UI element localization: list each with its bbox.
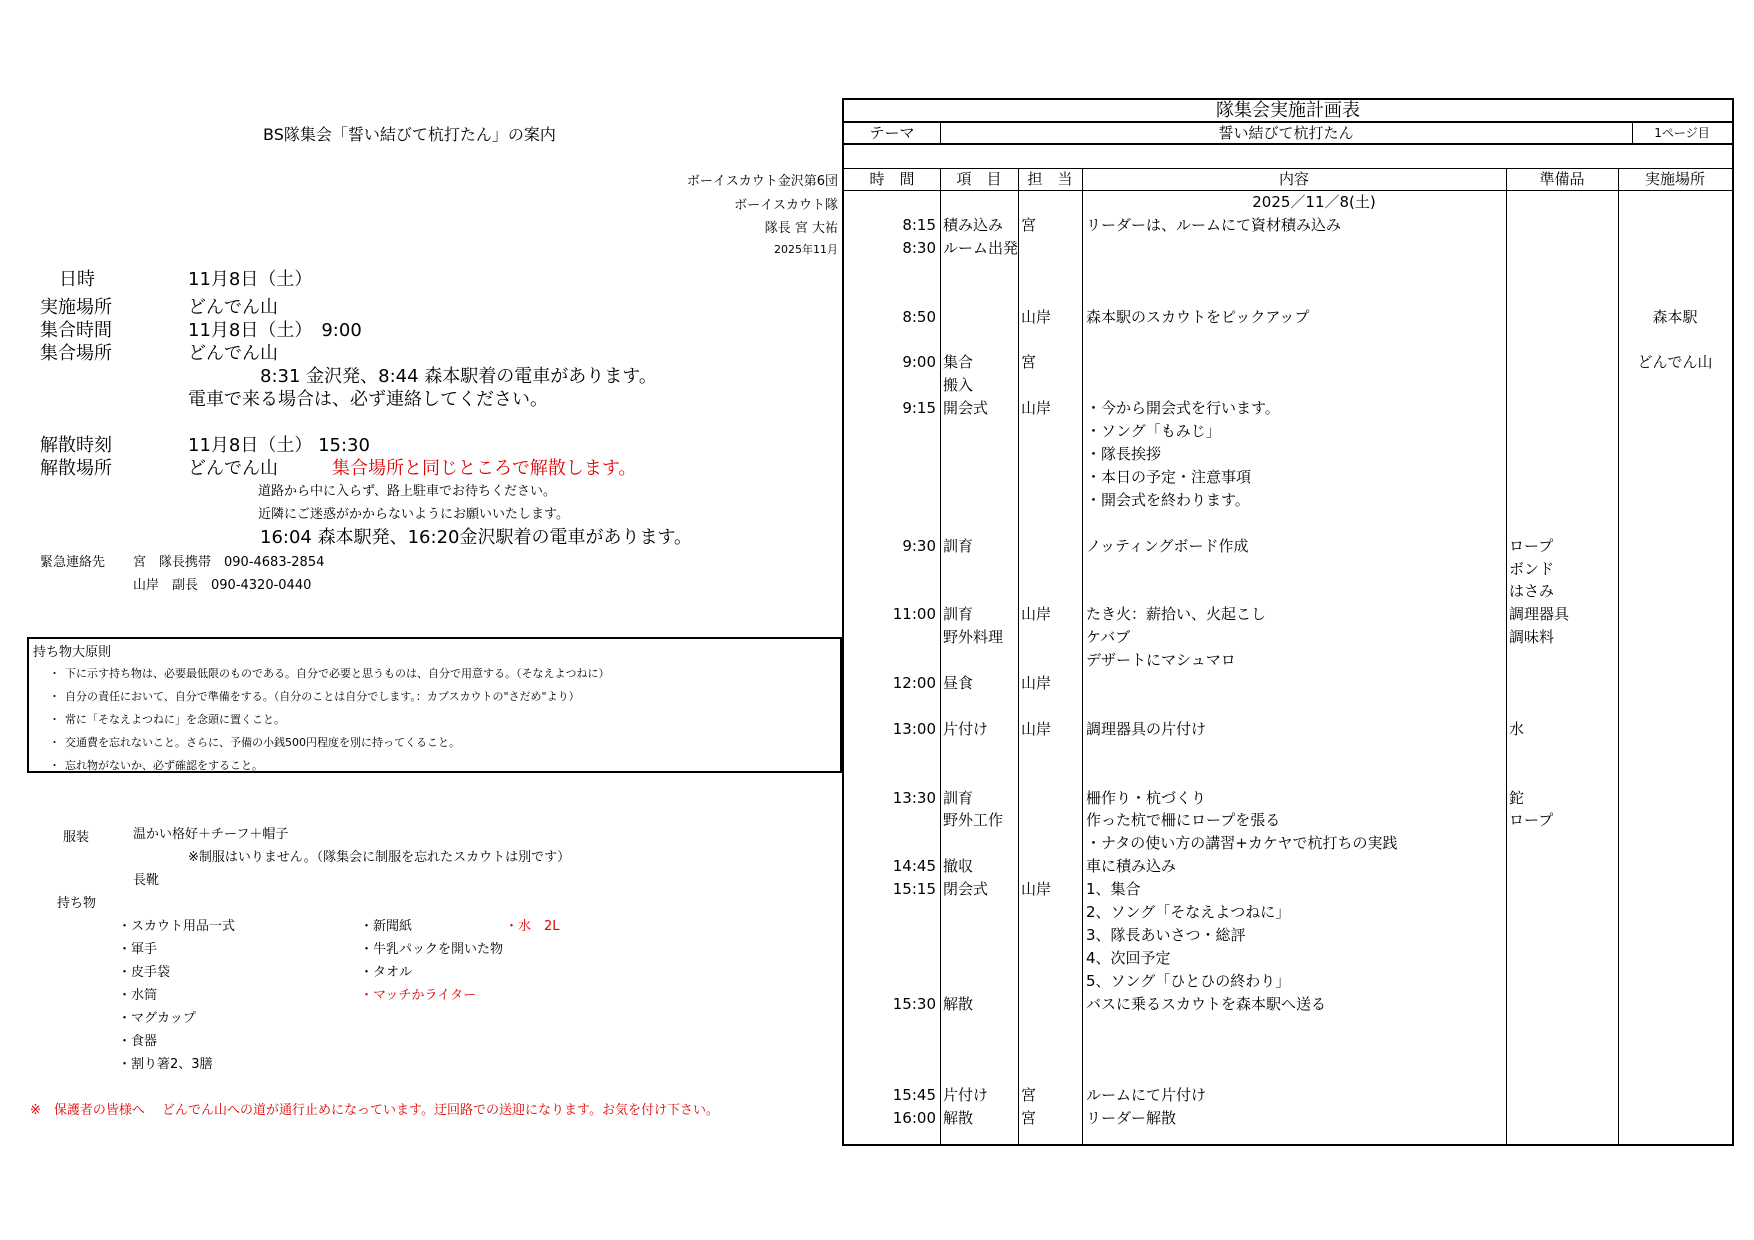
clothing-boots: 長靴 (133, 873, 160, 888)
row-item: 解散 (943, 1109, 974, 1127)
row-content: 3、隊長あいさつ・総評 (1086, 926, 1246, 944)
row-content: 柵作り・杭づくり (1086, 789, 1207, 807)
row-time: 16:00 (892, 1109, 936, 1127)
row-content: ルームにて片付け (1086, 1086, 1207, 1104)
place-value: どんでん山 (188, 297, 278, 318)
rule-bullet: ・ (49, 690, 60, 703)
column-header: 時 間 (869, 170, 915, 188)
row-time: 9:15 (902, 399, 936, 417)
clothing-value: 温かい格好＋チーフ＋帽子 (133, 827, 289, 842)
rules-box (27, 637, 842, 773)
row-time: 15:30 (892, 995, 936, 1013)
row-item: 野外工作 (943, 811, 1004, 829)
row-time: 13:00 (892, 720, 936, 738)
schedule-table (842, 98, 1734, 1146)
dismiss-time-label: 解散時刻 (40, 435, 112, 456)
belongings-water: ・水 2L (505, 919, 560, 934)
dismiss-same-note: 集合場所と同じところで解散します。 (332, 458, 637, 479)
guardian-warning: ※ 保護者の皆様へ どんでん山への道が通行止めになっています。迂回路での送迎になります。お気を付け下さい。 (30, 1103, 719, 1118)
rule-bullet: ・ (49, 667, 60, 680)
row-person: 山岸 (1021, 720, 1052, 738)
rule-item: 忘れ物がないか、必ず確認をすること。 (65, 759, 263, 772)
row-content: ノッティングボード作成 (1086, 537, 1249, 555)
row-prep: 調理器具 (1509, 605, 1570, 623)
belongings-item: ・スカウト用品一式 (118, 919, 236, 934)
train-note: 8:31 金沢発、8:44 森本駅着の電車があります。 (260, 366, 657, 387)
row-time: 12:00 (892, 674, 936, 692)
belongings-item: ・新聞紙 (360, 919, 413, 934)
rule-bullet: ・ (49, 736, 60, 749)
org-line-3: 隊長 宮 大祐 (764, 221, 838, 236)
row-prep: はさみ (1509, 582, 1555, 600)
row-content: バスに乗るスカウトを森本駅へ送る (1086, 995, 1327, 1013)
belongings-item: ・軍手 (118, 942, 158, 957)
clothing-label: 服装 (63, 830, 90, 845)
row-prep: 鉈 (1509, 789, 1525, 807)
dismiss-place-value: どんでん山 (188, 458, 278, 479)
row-item: 開会式 (943, 399, 989, 417)
row-prep: ロープ (1509, 537, 1554, 555)
column-header: 準備品 (1539, 170, 1585, 188)
neighbor-note: 近隣にご迷惑がかからないようにお願いいたします。 (258, 507, 569, 522)
row-item: 訓育 (943, 789, 974, 807)
belongings-item: ・水筒 (118, 988, 158, 1003)
row-content: デザートにマシュマロ (1086, 651, 1236, 669)
row-person: 山岸 (1021, 308, 1052, 326)
row-content: リーダー解散 (1086, 1109, 1177, 1127)
row-time: 11:00 (892, 605, 936, 623)
row-prep: ロープ (1509, 811, 1554, 829)
row-content: 森本駅のスカウトをピックアップ (1086, 308, 1310, 326)
return-train-note: 16:04 森本駅発、16:20金沢駅着の電車があります。 (260, 527, 693, 548)
row-time: 9:00 (902, 353, 936, 371)
row-person: 宮 (1021, 1086, 1037, 1104)
belongings-item: ・牛乳パックを開いた物 (360, 942, 504, 957)
row-person: 山岸 (1021, 674, 1052, 692)
row-item: 昼食 (943, 674, 974, 692)
row-item: 搬入 (943, 376, 974, 394)
row-content: ・ナタの使い方の講習+カケヤで杭打ちの実践 (1086, 834, 1398, 852)
row-person: 宮 (1021, 353, 1037, 371)
gather-time-label: 集合時間 (40, 320, 112, 341)
belongings-item: ・マグカップ (118, 1011, 196, 1026)
row-person: 宮 (1021, 1109, 1037, 1127)
emergency-label: 緊急連絡先 (40, 555, 106, 570)
row-person: 山岸 (1021, 605, 1052, 623)
row-content: 5、ソング「ひとひの終わり」 (1086, 972, 1291, 990)
row-item: 集合 (943, 353, 974, 371)
row-item: 撤収 (943, 857, 974, 875)
theme-value: 誓い結びて杭打たん (1218, 124, 1354, 142)
row-time: 15:15 (892, 880, 936, 898)
row-content: リーダーは、ルームにて資材積み込み (1086, 216, 1342, 234)
emergency-contact-2: 山岸 副長 090-4320-0440 (133, 578, 312, 593)
row-prep: 調味料 (1509, 628, 1555, 646)
rule-bullet: ・ (49, 759, 60, 772)
gather-time-value: 11月8日（土） 9:00 (188, 320, 362, 341)
row-content: 調理器具の片付け (1086, 720, 1207, 738)
row-item: 片付け (943, 1086, 989, 1104)
row-item: ルーム出発 (943, 239, 1019, 257)
emergency-contact-1: 宮 隊長携帯 090-4683-2854 (133, 555, 325, 570)
belongings-item: ・皮手袋 (118, 965, 171, 980)
row-content: 1、集合 (1086, 880, 1141, 898)
row-time: 8:50 (902, 308, 936, 326)
row-item: 片付け (943, 720, 989, 738)
theme-label: テーマ (869, 124, 915, 142)
row-content: 車に積み込み (1086, 857, 1177, 875)
rule-bullet: ・ (49, 713, 60, 726)
row-item: 野外料理 (943, 628, 1004, 646)
rules-title: 持ち物大原則 (33, 645, 112, 660)
row-content: ケバブ (1086, 628, 1131, 646)
row-item: 解散 (943, 995, 974, 1013)
column-header: 実施場所 (1644, 170, 1705, 188)
row-content: ・隊長挨拶 (1086, 445, 1162, 463)
date-label: 日時 (59, 269, 95, 290)
row-location: どんでん山 (1637, 353, 1713, 371)
row-item: 閉会式 (943, 880, 989, 898)
row-person: 山岸 (1021, 880, 1052, 898)
row-item: 訓育 (943, 605, 974, 623)
rule-item: 交通費を忘れないこと。さらに、予備の小銭500円程度を別に持ってくること。 (65, 736, 460, 749)
row-content: ・開会式を終わります。 (1086, 491, 1250, 509)
clothing-note: ※制服はいりません。（隊集会に制服を忘れたスカウトは別です） (188, 850, 571, 865)
gather-place-label: 集合場所 (40, 343, 112, 364)
place-label: 実施場所 (40, 297, 112, 318)
row-time: 8:15 (902, 216, 936, 234)
date-value: 11月8日（土） (188, 269, 313, 290)
row-content: 2、ソング「そなえよつねに」 (1086, 903, 1291, 921)
row-content: ・ソング「もみじ」 (1086, 422, 1221, 440)
column-header: 項 目 (956, 170, 1002, 188)
page-title: BS隊集会「誓い結びて杭打たん」の案内 (263, 125, 556, 144)
row-item: 訓育 (943, 537, 974, 555)
org-line-4: 2025年11月 (774, 243, 838, 256)
row-person: 山岸 (1021, 399, 1052, 417)
row-time: 14:45 (892, 857, 936, 875)
row-time: 15:45 (892, 1086, 936, 1104)
row-time: 13:30 (892, 789, 936, 807)
row-content: ・今から開会式を行います。 (1086, 399, 1280, 417)
org-line-2: ボーイスカウト隊 (734, 198, 838, 213)
rule-item: 常に「そなえよつねに」を念頭に置くこと。 (65, 713, 285, 726)
row-content: 作った杭で柵にロープを張る (1086, 811, 1281, 829)
belongings-item: ・タオル (360, 965, 413, 980)
page-number: 1ページ目 (1654, 126, 1710, 140)
rule-item: 下に示す持ち物は、必要最低限のものである。自分で必要と思うものは、自分で用意する。（そなえよつねに） (65, 667, 610, 680)
schedule-title: 隊集会実施計画表 (1216, 100, 1360, 121)
row-location: 森本駅 (1652, 308, 1698, 326)
gather-place-value: どんでん山 (188, 343, 278, 364)
row-time: 9:30 (902, 537, 936, 555)
schedule-date: 2025／11／8(土) (1252, 193, 1376, 211)
belongings-item: ・割り箸2、3膳 (118, 1057, 213, 1072)
parking-note: 道路から中に入らず、路上駐車でお待ちください。 (258, 484, 556, 499)
row-content: ・本日の予定・注意事項 (1086, 468, 1252, 486)
row-content: 4、次回予定 (1086, 949, 1171, 967)
belongings-label: 持ち物 (57, 896, 97, 911)
belongings-item: ・食器 (118, 1034, 158, 1049)
row-item: 積み込み (943, 216, 1004, 234)
row-person: 宮 (1021, 216, 1037, 234)
rule-item: 自分の責任において、自分で準備をする。（自分のことは自分でします。：カブスカウトの"さだめ"より） (65, 690, 580, 703)
row-content: たき火：薪拾い、火起こし (1086, 605, 1267, 623)
column-header: 内容 (1278, 170, 1309, 188)
row-prep: ボンド (1509, 560, 1555, 578)
org-line-1: ボーイスカウト金沢第6団 (686, 174, 838, 189)
belongings-matches: ・マッチかライター (360, 988, 477, 1003)
contact-note: 電車で来る場合は、必ず連絡してください。 (188, 389, 548, 410)
dismiss-time-value: 11月8日（土） 15:30 (188, 435, 370, 456)
dismiss-place-label: 解散場所 (40, 458, 112, 479)
row-prep: 水 (1509, 720, 1525, 738)
column-header: 担 当 (1027, 170, 1073, 188)
row-time: 8:30 (902, 239, 936, 257)
